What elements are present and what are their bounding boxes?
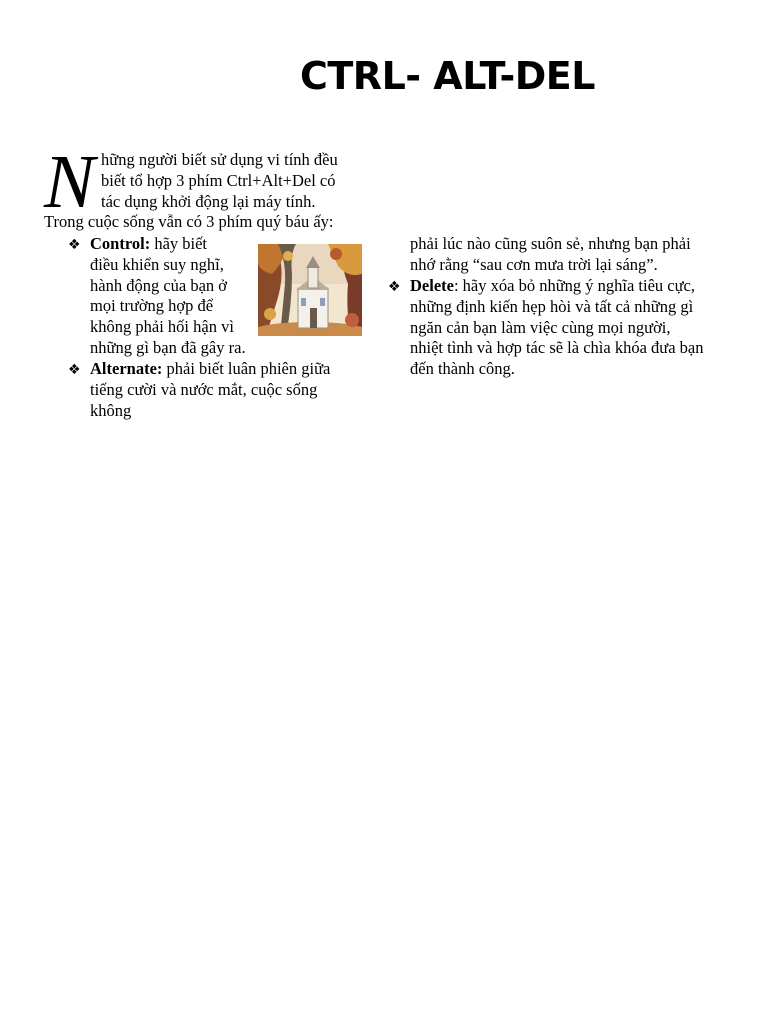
intro-line: Trong cuộc sống vẫn có 3 phím quý báu ấy: (44, 212, 334, 232)
diamond-bullet-icon: ❖ (388, 279, 401, 295)
bullet-text: mọi trường hợp để (90, 296, 214, 316)
intro-paragraph (44, 140, 364, 233)
intro-line: hững người biết sử dụng vi tính đều (101, 150, 338, 169)
page-title: CTRL- ALT-DEL (300, 54, 595, 98)
bullet-text: những định kiến hẹp hòi và tất cả những gì (410, 296, 694, 316)
bullet-text: nhớ rằng “sau cơn mưa trời lại sáng”. (410, 254, 658, 274)
bullet-text: phải biết luân phiên giữa (162, 359, 331, 378)
alternate-continued (410, 234, 740, 276)
bullet-text: phải lúc nào cũng suôn sẻ, nhưng bạn phải (410, 234, 691, 253)
bullet-text: hành động của bạn ở (90, 275, 228, 295)
diamond-bullet-icon: ❖ (68, 237, 81, 253)
intro-line: biết tổ hợp 3 phím Ctrl+Alt+Del có (101, 170, 336, 190)
bullet-text: đến thành công. (410, 359, 515, 379)
bullet-text: : hãy xóa bỏ những ý nghĩa tiêu cực, (453, 276, 696, 295)
term-delete: Delete (410, 276, 454, 295)
bullet-text: những gì bạn đã gây ra. (90, 337, 246, 357)
drop-cap: N (44, 140, 95, 224)
bullet-text: điều khiển suy nghĩ, (90, 254, 224, 274)
bullet-text: tiếng cười và nước mắt, cuộc sống (90, 379, 318, 399)
bullet-alternate (68, 359, 360, 421)
term-alternate: Alternate: (90, 359, 163, 378)
bullet-control (68, 234, 255, 359)
intro-line: tác dụng khởi động lại máy tính. (101, 191, 316, 211)
term-control: Control: (90, 234, 151, 253)
bullet-text: hãy biết (150, 234, 208, 253)
diamond-bullet-icon: ❖ (68, 362, 81, 378)
bullet-delete (388, 276, 740, 380)
bullet-text: không (90, 400, 132, 420)
bullet-text: nhiệt tình và hợp tác sẽ là chìa khóa đưa bạn (410, 338, 704, 358)
church-autumn-picture (258, 244, 362, 336)
bullet-text: không phải hối hận vì (90, 317, 234, 337)
bullet-text: ngăn cản bạn làm việc cùng mọi người, (410, 317, 671, 337)
